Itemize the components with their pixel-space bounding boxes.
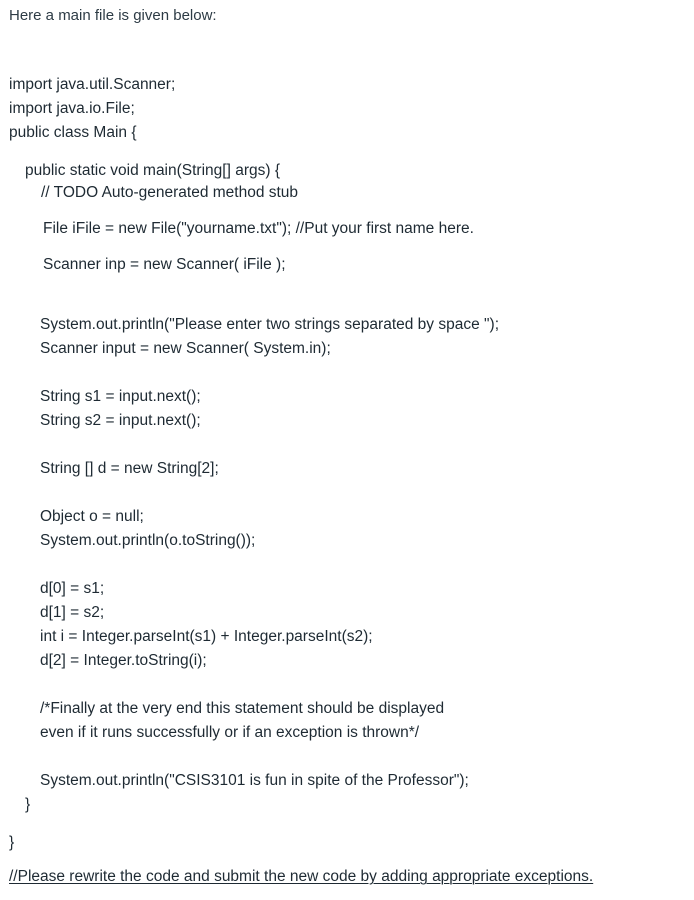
code-line: System.out.println("CSIS3101 is fun in spite of the Professor"); [40, 772, 469, 789]
code-line: Scanner inp = new Scanner( iFile ); [43, 256, 286, 273]
code-line: String s2 = input.next(); [40, 412, 201, 429]
code-line: int i = Integer.parseInt(s1) + Integer.parseInt(s2); [40, 628, 373, 645]
code-line: } [25, 796, 31, 813]
code-line: d[1] = s2; [40, 604, 105, 621]
code-line: String [] d = new String[2]; [40, 460, 219, 477]
code-line: Object o = null; [40, 508, 144, 525]
code-line: System.out.println(o.toString()); [40, 532, 256, 549]
code-line: Scanner input = new Scanner( System.in); [40, 340, 331, 357]
closing-note: //Please rewrite the code and submit the new code by adding appropriate exceptions. [9, 868, 594, 885]
code-line: System.out.println("Please enter two strings separated by space "); [40, 316, 499, 333]
code-comment-line: even if it runs successfully or if an exception is thrown*/ [40, 724, 420, 741]
intro-text: Here a main file is given below: [9, 7, 217, 24]
code-line: import java.util.Scanner; [9, 76, 176, 93]
code-line: File iFile = new File("yourname.txt"); //Put your first name here. [43, 220, 474, 237]
code-line: d[0] = s1; [40, 580, 105, 597]
code-line: public class Main { [9, 124, 137, 141]
code-line: } [9, 834, 15, 851]
code-line: // TODO Auto-generated method stub [41, 184, 299, 201]
code-comment-line: /*Finally at the very end this statement should be displayed [40, 700, 445, 717]
code-line: d[2] = Integer.toString(i); [40, 652, 207, 669]
code-line: import java.io.File; [9, 100, 135, 117]
code-line: String s1 = input.next(); [40, 388, 201, 405]
code-line: public static void main(String[] args) { [25, 162, 280, 179]
